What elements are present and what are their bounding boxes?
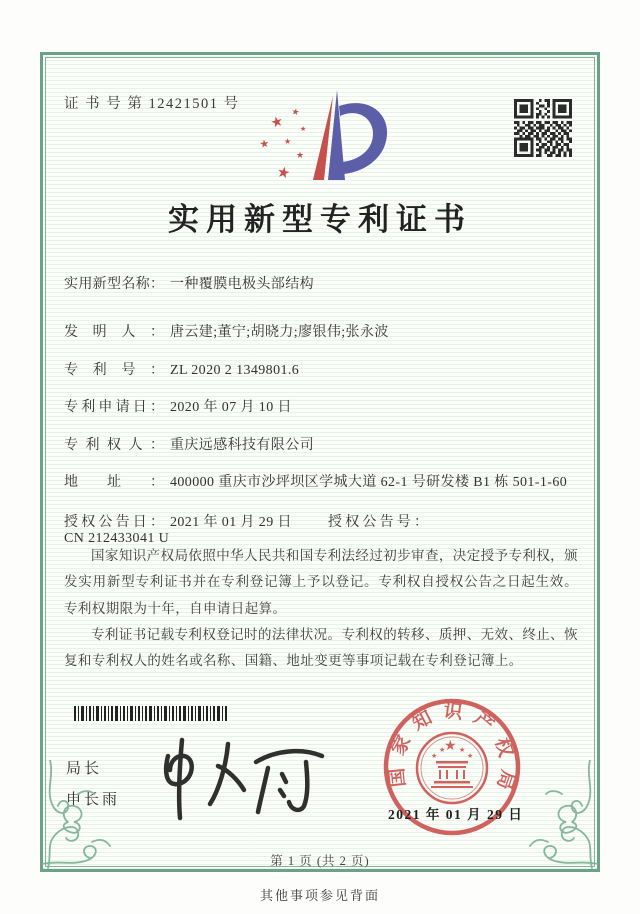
field-label: 授权公告日： xyxy=(64,515,164,530)
legal-paragraph: 专利证书记载专利权登记时的法律状况。专利权的转移、质押、无效、终止、恢复和专利权人的姓名或名称、国籍、地址变更等事项记载在专利登记簿上。 xyxy=(64,626,578,669)
qr-code xyxy=(514,99,572,157)
page-number: 第 1 页 (共 2 页) xyxy=(270,854,370,868)
field-label: 专利权人： xyxy=(64,438,164,453)
certificate-number: 证 书 号 第 12421501 号 xyxy=(64,96,240,112)
cnipa-logo-icon xyxy=(250,84,395,196)
field-row-patent-number xyxy=(64,359,578,384)
star-icon: ★ xyxy=(269,114,286,132)
field-value: 400000 重庆市沙坪坝区学城大道 62-1 号研发楼 B1 栋 501-1-60 xyxy=(170,475,568,490)
field-label: 发明人： xyxy=(64,325,164,340)
field-label: 实用新型名称： xyxy=(64,277,164,292)
director-signature-handwriting xyxy=(155,732,330,822)
director-title-label: 局长 xyxy=(66,761,103,777)
field-value: ZL 2020 2 1349801.6 xyxy=(170,363,300,378)
field-value: 2021 年 01 月 29 日 xyxy=(170,515,292,530)
field-value: 唐云建;董宁;胡晓力;廖银伟;张永波 xyxy=(170,325,389,340)
field-row-address xyxy=(64,471,578,496)
field-label: 授权公告号： xyxy=(328,515,428,530)
seal-date: 2021 年 01 月 29 日 xyxy=(388,807,524,822)
national-emblem-icon xyxy=(417,733,487,803)
star-icon: ★ xyxy=(459,746,466,754)
field-label: 专利号： xyxy=(64,363,164,378)
director-name-label: 申长雨 xyxy=(66,792,121,808)
field-value: 一种覆膜电极头部结构 xyxy=(170,277,314,292)
star-icon: ★ xyxy=(296,150,305,160)
star-icon: ★ xyxy=(300,125,307,133)
field-row-filing-date xyxy=(64,396,578,421)
seal-ring-text: 国家知识产权局 xyxy=(385,700,519,802)
star-icon: ★ xyxy=(284,137,292,146)
star-icon: ★ xyxy=(290,106,301,118)
star-icon: ★ xyxy=(439,746,446,754)
legal-text-block xyxy=(64,543,578,675)
star-icon: ★ xyxy=(467,752,474,760)
field-label: 专利申请日： xyxy=(64,400,164,415)
field-label: 地址： xyxy=(64,475,164,490)
field-row-patentee xyxy=(64,434,578,459)
back-note: 其他事项参见背面 xyxy=(259,888,380,903)
field-value: 2020 年 07 月 10 日 xyxy=(170,400,292,415)
legal-paragraph: 国家知识产权局依照中华人民共和国专利法经过初步审查，决定授予专利权，颁发实用新型专利证书并在专利登记簿上予以登记。专利权自授权公告之日起生效。专利权期限为十年，自申请日起算。 xyxy=(64,548,578,616)
certificate-title: 实用新型专利证书 xyxy=(168,202,472,237)
star-icon: ★ xyxy=(431,752,438,760)
field-row-grant xyxy=(64,511,578,547)
star-icon: ★ xyxy=(258,137,271,151)
barcode xyxy=(74,706,228,721)
field-row-name xyxy=(64,273,578,298)
field-value: 重庆远感科技有限公司 xyxy=(170,438,314,453)
star-icon: ★ xyxy=(444,739,457,754)
star-icon: ★ xyxy=(275,164,292,183)
field-row-inventors xyxy=(64,321,578,346)
field-value: CN 212433041 U xyxy=(64,531,170,546)
